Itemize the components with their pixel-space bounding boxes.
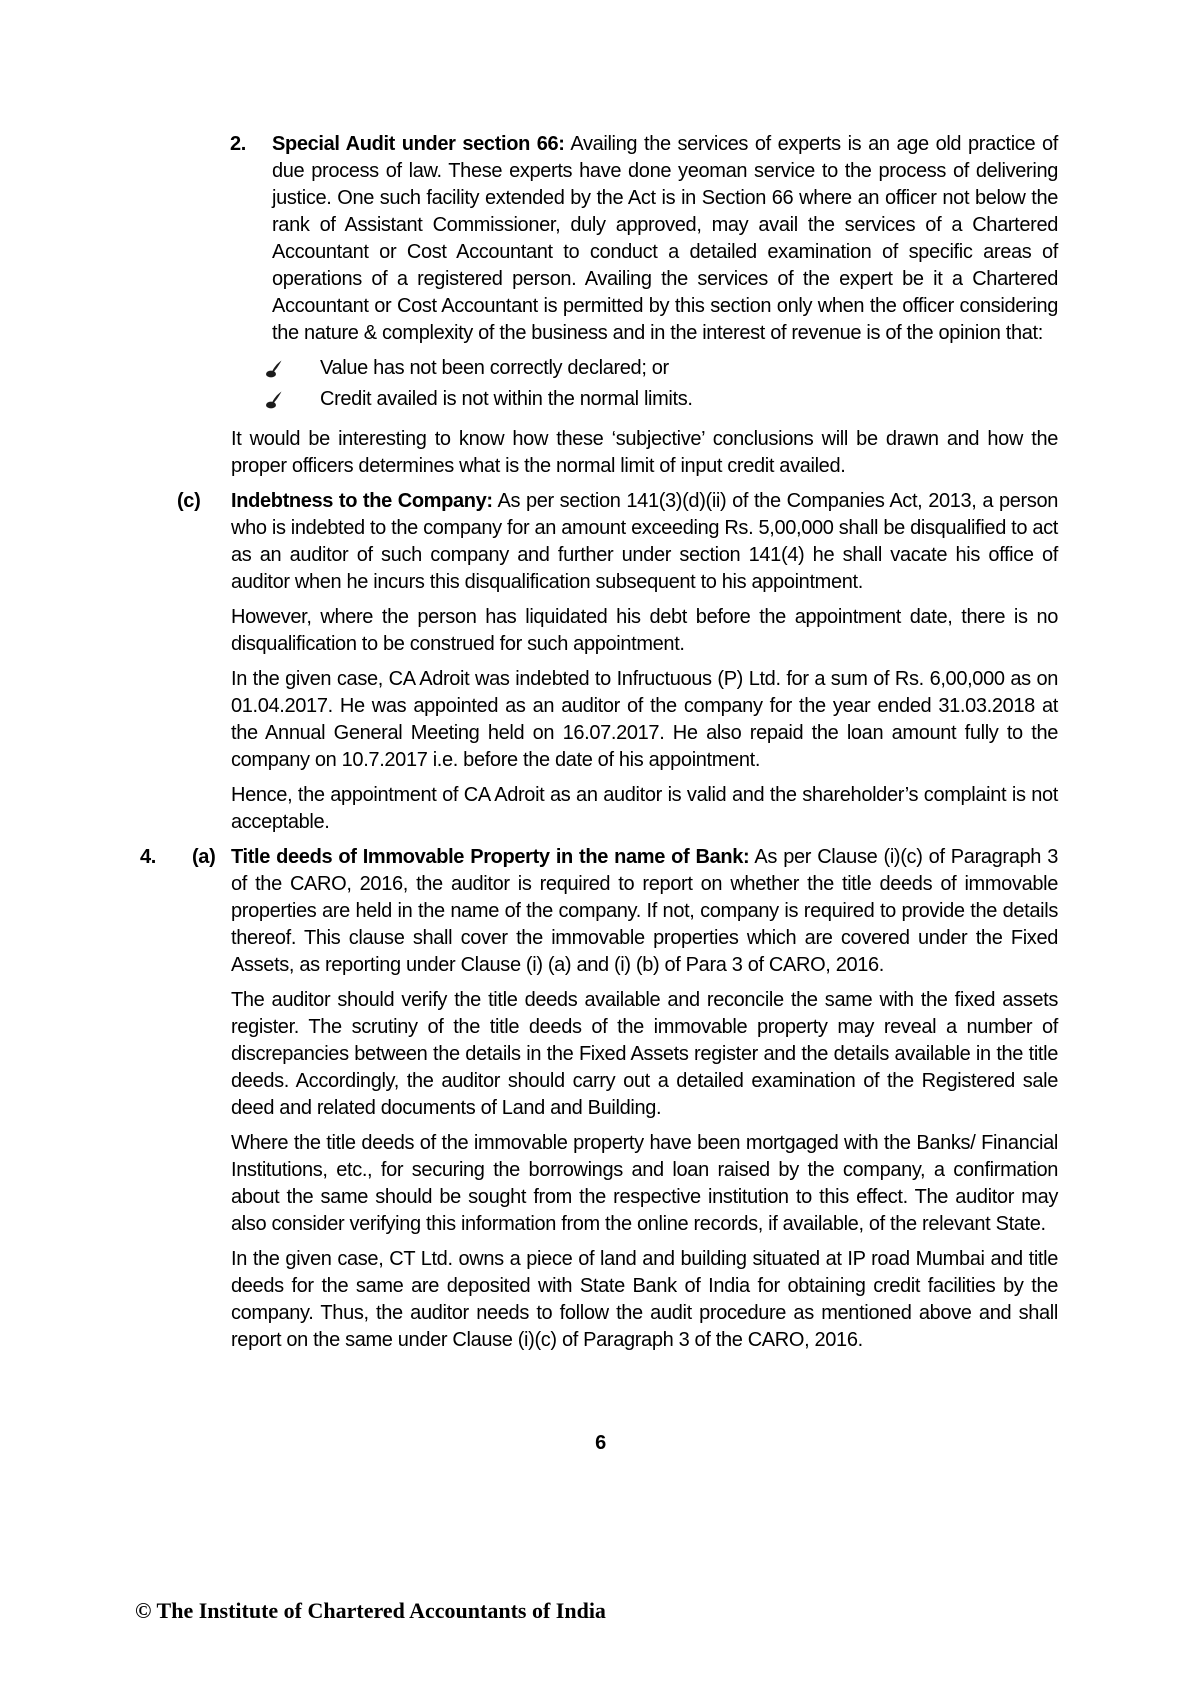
- page-number: 6: [595, 1432, 606, 1454]
- item-body: [231, 844, 1058, 979]
- bullet-list: [266, 355, 1058, 417]
- paragraph-text: As per Clause (i)(c) of Paragraph 3 of the CARO, 2016, the auditor is required to report on whether the title deeds of immovable properties are held in the name of the company. If not, company is required to provide the details thereof. This clause shall cover the immovable properties which are covered under the Fixed Assets, as reporting under Clause (i) (a) and (i) (b) of Para 3 of CARO, 2016.: [231, 846, 1058, 976]
- paragraph: Where the title deeds of the immovable property have been mortgaged with the Banks/ Financial Institutions, etc., for securing the borrowings and loan raised by the company, a confirmation about the same should be sought from the respective institution to this effect. The auditor may also consider verifying this information from the online records, if available, of the relevant State.: [231, 1132, 1058, 1235]
- list-item-4a: [0, 844, 1058, 979]
- item-letter: (a): [192, 846, 216, 868]
- section-heading: Title deeds of Immovable Property in the name of Bank:: [231, 846, 750, 868]
- paragraph: Hence, the appointment of CA Adroit as an auditor is valid and the shareholder’s complaint is not acceptable.: [231, 784, 1058, 833]
- section-heading: Indebtness to the Company:: [231, 490, 493, 512]
- quill-pen-icon: [266, 355, 320, 386]
- item-body: [231, 488, 1058, 596]
- paragraph: The auditor should verify the title deeds available and reconcile the same with the fixed assets register. The scrutiny of the title deeds of the immovable property may reveal a number of discrepancies between the details in the Fixed Assets register and the details available in the title deeds. Accordingly, the auditor should carry out a detailed examination of the Registered sale deed and related documents of Land and Building.: [231, 989, 1058, 1119]
- paragraph: In the given case, CA Adroit was indebted to Infructuous (P) Ltd. for a sum of Rs. 6,00,000 as on 01.04.2017. He was appointed as an auditor of the company for the year ended 31.03.2018 at the Annual General Meeting held on 16.07.2017. He also repaid the loan amount fully to the company on 10.7.2017 i.e. before the date of his appointment.: [231, 668, 1058, 771]
- list-item-2: [0, 131, 1058, 347]
- item-body: [272, 131, 1058, 347]
- quill-pen-icon: [266, 386, 320, 417]
- paragraph-text: As per section 141(3)(d)(ii) of the Companies Act, 2013, a person who is indebted to the company for an amount exceeding Rs. 5,00,000 shall be disqualified to act as an auditor of such company and further under section 141(4) he shall vacate his office of auditor when he incurs this disqualification subsequent to his appointment.: [231, 490, 1059, 593]
- paragraph: It would be interesting to know how these ‘subjective’ conclusions will be drawn and how the proper officers determines what is the normal limit of input credit availed.: [231, 428, 1058, 477]
- bullet-text: Credit availed is not within the normal limits.: [320, 388, 693, 410]
- bullet-text: Value has not been correctly declared; or: [320, 357, 669, 379]
- list-item-c: [0, 488, 1058, 596]
- footer-copyright: © The Institute of Chartered Accountants of India: [135, 1598, 606, 1623]
- bullet-item: [266, 355, 1058, 386]
- item-number: 4.: [140, 846, 156, 868]
- paragraph-text: Availing the services of experts is an age old practice of due process of law. These experts have done yeoman service to the process of delivering justice. One such facility extended by the Act is in Section 66 where an officer not below the rank of Assistant Commissioner, duly approved, may avail the services of a Chartered Accountant or Cost Accountant to conduct a detailed examination of specific areas of operations of a registered person. Availing the services of the expert be it a Chartered Accountant or Cost Accountant is permitted by this section only when the officer considering the nature & complexity of the business and in the interest of revenue is of the opinion that:: [272, 133, 1059, 344]
- paragraph: However, where the person has liquidated his debt before the appointment date, there is no disqualification to be construed for such appointment.: [231, 606, 1058, 655]
- item-number: 2.: [230, 133, 246, 155]
- paragraph: In the given case, CT Ltd. owns a piece of land and building situated at IP road Mumbai and title deeds for the same are deposited with State Bank of India for obtaining credit facilities by the company. Thus, the auditor needs to follow the audit procedure as mentioned above and shall report on the same under Clause (i)(c) of Paragraph 3 of the CARO, 2016.: [231, 1248, 1058, 1351]
- item-letter: (c): [177, 490, 201, 512]
- section-heading: Special Audit under section 66:: [272, 133, 565, 155]
- bullet-item: [266, 386, 1058, 417]
